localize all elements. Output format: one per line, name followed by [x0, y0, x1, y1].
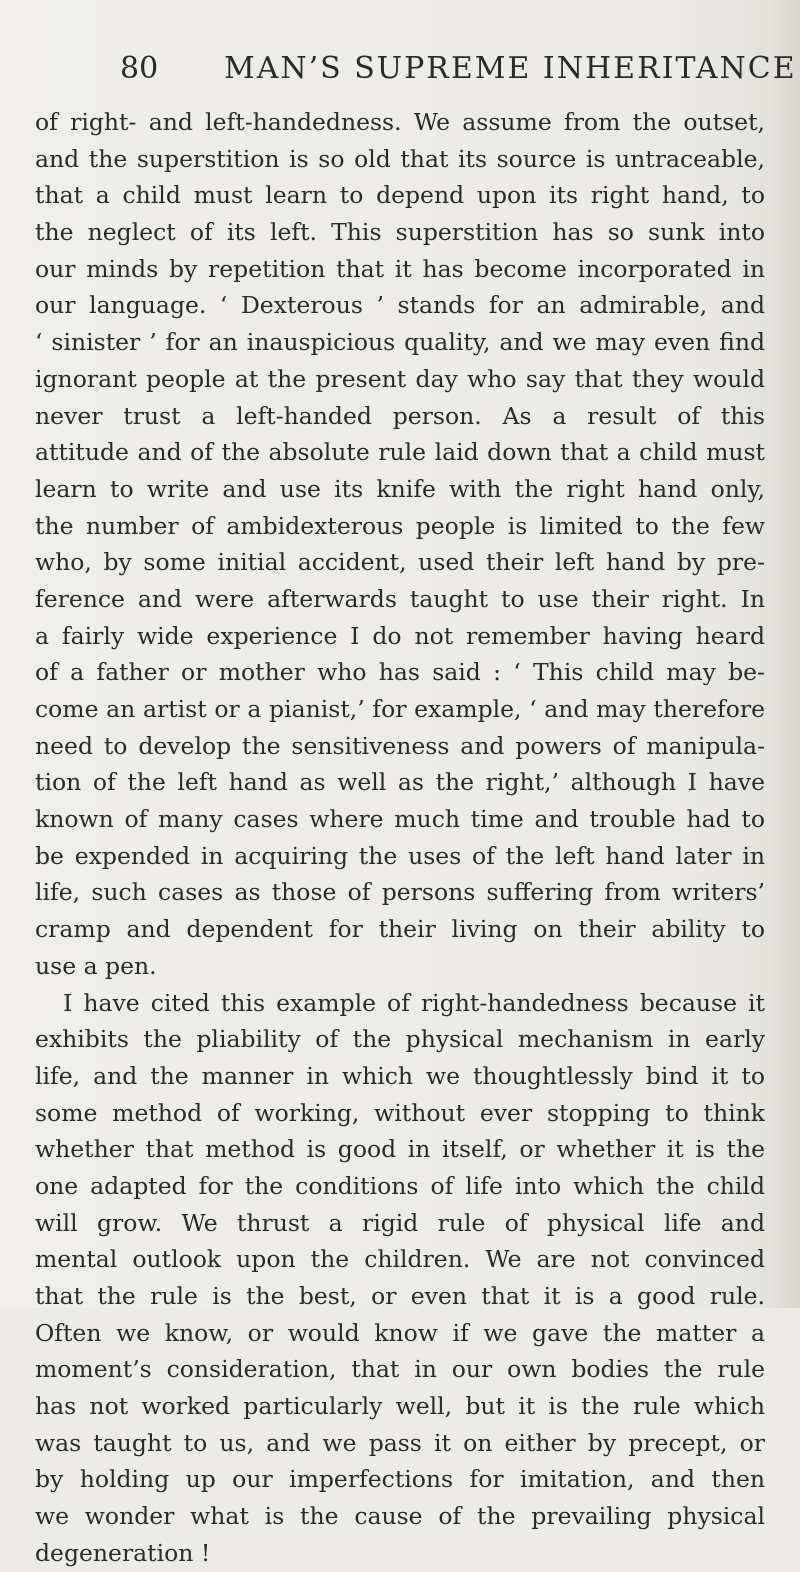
body-text [35, 104, 765, 1572]
text-line: who, by some initial accident, used their left hand by pre- [35, 548, 765, 577]
text-line: come an artist or a pianist,’ for example, ‘ and may therefore [35, 695, 765, 723]
text-line: mental outlook upon the children. We are not convinced [35, 1245, 765, 1274]
paragraph [35, 985, 765, 1572]
text-line: ‘ sinister ’ for an inauspicious quality, and we may even find [35, 328, 765, 357]
text-line: that the rule is the best, or even that it is a good rule. [35, 1282, 765, 1310]
text-line: a fairly wide experience I do not remember having heard [35, 621, 765, 650]
text-line: was taught to us, and we pass it on either by precept, or [35, 1428, 765, 1457]
text-line: cramp and dependent for their living on their ability to [35, 915, 765, 944]
text-line: of a father or mother who has said : ‘ This child may be- [35, 658, 765, 687]
text-line: will grow. We thrust a rigid rule of physical life and [35, 1208, 765, 1237]
text-line: the neglect of its left. This superstition has so sunk into [35, 218, 765, 247]
text-line: use a pen. [35, 951, 157, 980]
page-number: 80 [120, 51, 159, 86]
text-line: exhibits the pliability of the physical mechanism in early [35, 1025, 765, 1054]
text-line: the number of ambidexterous people is limited to the few [35, 511, 765, 540]
text-line: life, and the manner in which we thoughtlessly bind it to [35, 1061, 765, 1090]
text-line: we wonder what is the cause of the prevailing physical [35, 1502, 765, 1531]
running-title: MAN’S SUPREME INHERITANCE [224, 51, 797, 86]
text-line: some method of working, without ever stopping to think [35, 1098, 765, 1127]
text-line: tion of the left hand as well as the right,’ although I have [35, 768, 765, 797]
text-line: degeneration ! [35, 1538, 211, 1567]
text-line: need to develop the sensitiveness and powers of manipula- [35, 731, 765, 760]
text-line: ignorant people at the present day who say that they would [35, 364, 765, 393]
text-line: by holding up our imperfections for imitation, and then [35, 1465, 765, 1494]
text-line: moment’s consideration, that in our own bodies the rule [35, 1355, 765, 1384]
text-line: I have cited this example of right-handedness because it [63, 988, 765, 1017]
text-line: Often we know, or would know if we gave the matter a [35, 1318, 765, 1347]
text-line: never trust a left-handed person. As a result of this [35, 401, 765, 430]
text-line: and the superstition is so old that its source is untraceable, [35, 144, 765, 173]
text-line: known of many cases where much time and trouble had to [35, 805, 765, 834]
text-line: has not worked particularly well, but it is the rule which [35, 1392, 765, 1421]
page-header [120, 44, 797, 94]
text-line: be expended in acquiring the uses of the left hand later in [35, 841, 765, 870]
text-line: whether that method is good in itself, or whether it is the [35, 1135, 765, 1164]
text-line: our language. ‘ Dexterous ’ stands for an admirable, and [35, 291, 765, 320]
text-line: learn to write and use its knife with the right hand only, [35, 474, 765, 503]
text-line: ference and were afterwards taught to use their right. In [35, 584, 765, 613]
text-line: one adapted for the conditions of life into which the child [35, 1171, 765, 1200]
text-line: attitude and of the absolute rule laid down that a child must [35, 438, 765, 467]
text-line: of right- and left-handedness. We assume from the outset, [35, 108, 765, 136]
text-line: our minds by repetition that it has become incorporated in [35, 254, 765, 283]
text-line: that a child must learn to depend upon its right hand, to [35, 181, 765, 210]
paragraph [35, 104, 765, 985]
text-line: life, such cases as those of persons suffering from writers’ [35, 878, 765, 907]
